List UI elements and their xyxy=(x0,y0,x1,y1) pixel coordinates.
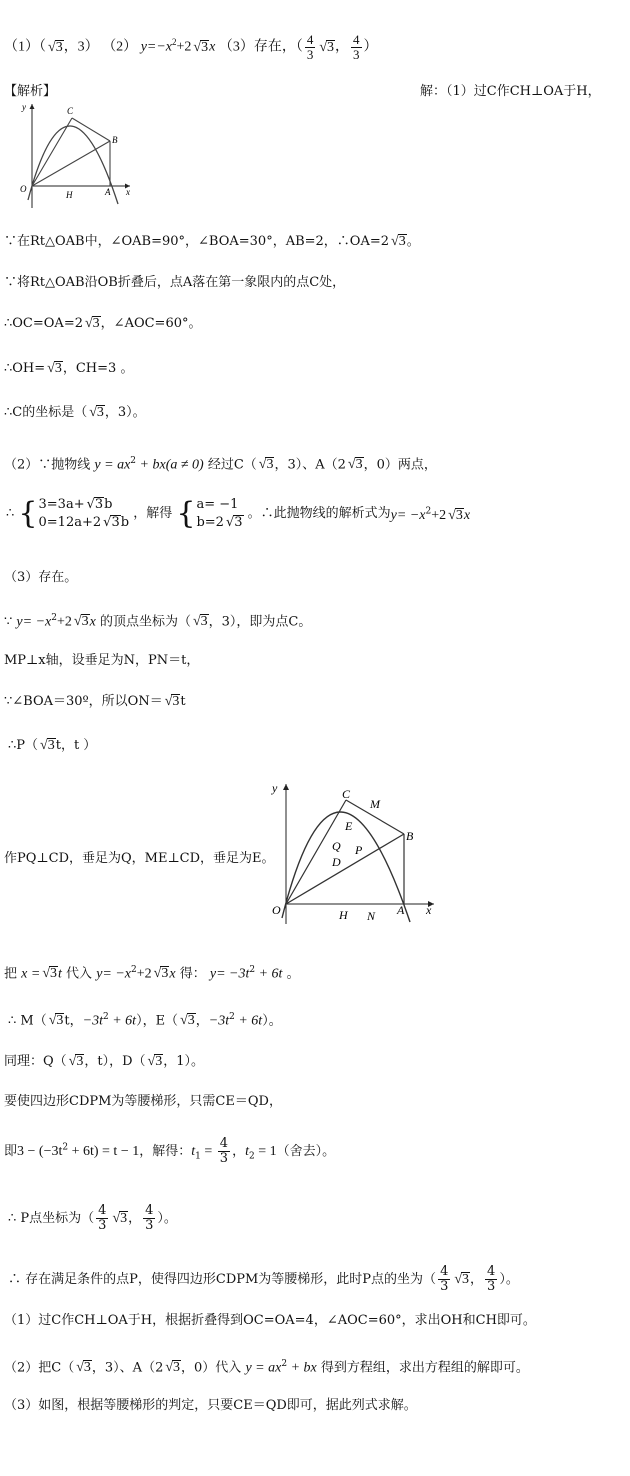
text: 得到方程组，求出方程组的解即可。 xyxy=(320,1360,529,1376)
fig2-label-n: N xyxy=(367,909,376,923)
comment-2: （2）把C（ √3，3）、A（2 √3，0）代入 $y = ax^2$ + bx 得到方程组，求出方程组的解即可。 xyxy=(4,1359,529,1376)
answer-part2: （2） xyxy=(102,39,138,55)
text: ，0）代入 xyxy=(181,1360,242,1376)
fig2-label-e: E xyxy=(345,819,353,833)
equation-part: +2 xyxy=(431,508,447,524)
text: ，解得 xyxy=(133,506,173,521)
radicand: 3 xyxy=(155,1054,163,1069)
expression-part: + 6t xyxy=(108,1013,137,1029)
radicand: 3 xyxy=(81,614,89,630)
text: ， xyxy=(470,1272,484,1287)
line-13: 作PQ⊥CD，垂足为Q，ME⊥CD，垂足为E。 xyxy=(4,851,275,866)
line-2: ∵将Rt△OAB沿OB折叠后，点A落在第一象限内的点C处， xyxy=(4,275,346,290)
equation-part: + bx(a ≠ 0) xyxy=(136,457,204,473)
fig2-label-c: C xyxy=(342,787,351,801)
line-3: ∴OC=OA=2 √3，∠AOC=60°。 xyxy=(4,316,202,331)
line-16: 同理：Q（ √3，t），D（ √3，1）。 xyxy=(4,1054,204,1069)
fraction: $\frac{4}{3}$ xyxy=(219,1136,229,1166)
result-part: + 6t xyxy=(255,966,283,982)
answer-part3: （3）存在，（ xyxy=(218,39,303,55)
fig2-label-m: M xyxy=(370,797,380,811)
radicand: 3 xyxy=(398,234,406,249)
variable: x xyxy=(209,39,216,55)
fig2-label-b: B xyxy=(406,829,414,843)
fig1-label-o: O xyxy=(20,184,27,194)
line-19: ∴ P点坐标为（ $\frac{4}{3}$ √3， $\frac{4}{3}$ ）。 xyxy=(8,1203,177,1233)
text: 的顶点坐标为（ xyxy=(99,614,191,630)
radicand: 3 xyxy=(54,361,62,376)
text: ，解得： xyxy=(139,1144,192,1159)
fig1-label-h: H xyxy=(66,190,73,200)
radicand: 3 xyxy=(355,457,363,473)
text: ）。 xyxy=(262,1013,282,1029)
variable: x xyxy=(89,614,96,630)
fraction: $\frac{4}{3}$ xyxy=(306,31,314,62)
text: ）。 xyxy=(157,1211,177,1226)
radicand: 3 xyxy=(200,614,208,630)
expression-part: + 6t xyxy=(234,1013,263,1029)
equation-1: 3=3a+ xyxy=(38,497,85,512)
text: b xyxy=(104,497,113,512)
equation-part: + 6t) = t − 1 xyxy=(68,1144,140,1159)
variable: t xyxy=(58,966,62,982)
expression: −3t xyxy=(82,1013,103,1029)
radicand: 3 xyxy=(76,1054,84,1069)
radicand: 3 xyxy=(56,1013,64,1029)
radicand: 3 xyxy=(172,694,180,709)
fig1-label-x: x xyxy=(126,187,130,197)
text: ∵ xyxy=(4,614,13,630)
equation: y= −x xyxy=(96,966,132,982)
text: 把 xyxy=(4,966,18,982)
text: b xyxy=(120,515,130,530)
line-15: ∴ M（ √3t，$-3t^2 + 6t$），E（ √3，$-3t^2 + 6t$）。 xyxy=(8,1012,282,1029)
radicand: 3 xyxy=(111,515,120,530)
solution-1: a= −1 xyxy=(196,497,239,512)
line-1: ∵在Rt△OAB中，∠OAB=90°，∠BOA=30°，AB=2，∴OA=2 √3。 xyxy=(4,234,420,249)
text: ，3）。 xyxy=(104,405,146,420)
radicand: 3 xyxy=(120,1211,128,1226)
fig1-label-b: B xyxy=(112,135,118,145)
text: 。 xyxy=(406,234,420,249)
radicand: 3 xyxy=(173,1360,181,1376)
text: ∴ M（ xyxy=(8,1013,47,1029)
text: ∴ 存在满足条件的点P，使得四边形CDPM为等腰梯形，此时P点的坐为（ xyxy=(8,1272,437,1287)
text: （2）∵抛物线 xyxy=(4,457,91,473)
radicand: 3 xyxy=(94,497,104,512)
text: ，CH=3 。 xyxy=(62,361,134,376)
separator: ， xyxy=(335,39,350,55)
radicand: 3 xyxy=(55,39,63,55)
figure-1-diagram xyxy=(4,100,136,212)
line-8: （3）存在。 xyxy=(4,570,78,585)
equation-system: 3=3a+ √3b 0=12a+2 √3b xyxy=(38,497,130,530)
text: 。∴此抛物线的解析式为 xyxy=(247,506,391,521)
text: ∴OH= xyxy=(4,361,46,376)
fig2-label-a: A xyxy=(397,903,405,917)
fraction: $\frac{4}{3}$ xyxy=(145,1203,154,1233)
text: 同理：Q（ xyxy=(4,1054,67,1069)
text: ，∠AOC=60°。 xyxy=(100,316,202,331)
therefore-symbol: ∴ xyxy=(6,506,15,521)
equation: y= −x xyxy=(390,508,426,524)
text: 得： xyxy=(179,966,206,982)
line-7-system: ∴ { 3=3a+ √3b 0=12a+2 √3b ，解得 { a= −1 b=2 √3 。∴此抛物线的解析式为$y= -x^2+2$ √3x xyxy=(6,496,471,531)
radicand: 3 xyxy=(234,515,243,530)
text: t，t ） xyxy=(55,738,97,753)
text: ∴OC=OA=2 xyxy=(4,316,83,331)
text: ，t），D（ xyxy=(84,1054,146,1069)
radicand: 3 xyxy=(201,39,209,55)
radicand: 3 xyxy=(161,966,169,982)
text: ），E（ xyxy=(136,1013,179,1029)
equation: y= −x xyxy=(16,614,52,630)
answer-part1-end: ，3） xyxy=(63,39,99,55)
fig2-label-q: Q xyxy=(332,839,341,853)
radicand: 3 xyxy=(327,39,335,55)
text: ，3），即为点C。 xyxy=(208,614,312,630)
text: （舍去）。 xyxy=(276,1144,336,1159)
text: ∴ P点坐标为（ xyxy=(8,1211,95,1226)
equation: x = xyxy=(21,966,41,982)
line-9: ∵ $y= -x^2+2$ √3x 的顶点坐标为（ √3，3），即为点C。 xyxy=(4,613,312,630)
left-brace: { xyxy=(176,496,196,531)
line-10: MP⊥x轴，设垂足为N，PN＝t， xyxy=(4,653,200,668)
text: ， xyxy=(232,1144,246,1159)
radicand: 3 xyxy=(83,1360,91,1376)
fig2-label-x: x xyxy=(426,903,432,917)
text: 。 xyxy=(286,966,300,982)
text: 经过C（ xyxy=(207,457,257,473)
radicand: 3 xyxy=(187,1013,195,1029)
left-brace: { xyxy=(18,496,38,531)
line-12: ∴P（ √3t，t ） xyxy=(8,738,97,753)
equation-part: +2 xyxy=(176,39,192,55)
answer-part1: （1）（ xyxy=(4,39,46,55)
solution-2: b=2 xyxy=(196,515,224,530)
text: ，0）两点， xyxy=(363,457,437,473)
comment-3: （3）如图，根据等腰梯形的判定，只要CE＝QD即可，据此列式求解。 xyxy=(4,1398,417,1413)
fig1-label-a: A xyxy=(105,187,111,197)
line-11: ∵∠BOA＝30º，所以ON＝ √3t xyxy=(4,694,186,709)
fig2-label-d: D xyxy=(332,855,341,869)
figure-2-diagram xyxy=(266,778,446,928)
text: ，3）、A（2 xyxy=(91,1360,164,1376)
text: t xyxy=(180,694,186,709)
solution-system: a= −1 b=2 √3 xyxy=(196,497,243,530)
answer-part3-end: ） xyxy=(363,39,378,55)
answer-line: （1）（ √3，3） （2） $y=-x^2+2$ √3x （3）存在，（ $\frac{4}{3}$ √3， $\frac{4}{3}$ ） xyxy=(4,31,378,62)
fig1-label-y: y xyxy=(22,102,26,112)
value: = 1 xyxy=(254,1144,277,1159)
variable: x xyxy=(463,508,471,524)
result: y= −3t xyxy=(209,966,250,982)
fraction: $\frac{4}{3}$ xyxy=(487,1264,496,1294)
text: ∴C的坐标是（ xyxy=(4,405,88,420)
line-20: ∴ 存在满足条件的点P，使得四边形CDPM为等腰梯形，此时P点的坐为（ $\frac{4}{3}$ √3， $\frac{4}{3}$ ）。 xyxy=(8,1264,519,1294)
line-14: 把 x = √3t 代入 $y= -x^2+2$ √3x 得： $y= -3t^2 + 6t$ 。 xyxy=(4,965,300,982)
analysis-heading: 【解析】 xyxy=(4,84,57,99)
text: 代入 xyxy=(66,966,93,982)
text: ∵在Rt△OAB中，∠OAB=90°，∠BOA=30°，AB=2，∴OA=2 xyxy=(4,234,390,249)
fraction: $\frac{4}{3}$ xyxy=(353,31,360,62)
equation: 3 − (−3t xyxy=(17,1144,63,1159)
equation: y = ax xyxy=(245,1360,282,1376)
radicand: 3 xyxy=(455,508,463,524)
radicand: 3 xyxy=(462,1272,470,1287)
radicand: 3 xyxy=(50,966,58,982)
equation: y = ax xyxy=(94,457,131,473)
text: ， xyxy=(128,1211,142,1226)
line-6: （2）∵抛物线 $y = ax^2 + bx(a \ne 0)$ 经过C（ √3，3）、A（2 √3，0）两点， xyxy=(4,456,437,473)
text: ， xyxy=(195,1013,209,1029)
text: ，1）。 xyxy=(163,1054,204,1069)
text: 即 xyxy=(4,1144,18,1159)
equation-part: +2 xyxy=(56,614,72,630)
variable: t xyxy=(245,1144,249,1159)
solution-intro: 解：（1）过C作CH⊥OA于H， xyxy=(420,84,601,99)
equation-part: +2 xyxy=(136,966,152,982)
fig2-label-h: H xyxy=(339,908,348,922)
radicand: 3 xyxy=(266,457,274,473)
text: ，3）、A（2 xyxy=(274,457,346,473)
fig2-label-p: P xyxy=(355,843,363,857)
fig2-label-y: y xyxy=(272,781,278,795)
text: t， xyxy=(64,1013,83,1029)
text: ∵∠BOA＝30º，所以ON＝ xyxy=(4,694,163,709)
text: （2）把C（ xyxy=(4,1360,75,1376)
radicand: 3 xyxy=(96,405,104,420)
variable: t xyxy=(191,1144,196,1159)
expression: −3t xyxy=(208,1013,230,1029)
fraction: $\frac{4}{3}$ xyxy=(98,1203,107,1233)
fig2-label-o: O xyxy=(272,903,281,917)
radicand: 3 xyxy=(92,316,100,331)
line-5: ∴C的坐标是（ √3，3）。 xyxy=(4,405,146,420)
line-18: 即$3 - (-3t^2 + 6t) = t - 1$，解得：$t_1$ = $\frac{4}{3}$ ，$t_2 = 1$（舍去）。 xyxy=(4,1136,336,1166)
line-17: 要使四边形CDPM为等腰梯形，只需CE＝QD， xyxy=(4,1094,282,1109)
radicand: 3 xyxy=(47,738,55,753)
text: ）。 xyxy=(499,1272,519,1287)
equation: y=−x xyxy=(140,39,173,55)
variable: x xyxy=(169,966,176,982)
equation-2: 0=12a+2 xyxy=(38,515,102,530)
equation-part: + bx xyxy=(287,1360,317,1376)
comment-1: （1）过C作CH⊥OA于H，根据折叠得到OC=OA=4，∠AOC=60°，求出OH和CH即可。 xyxy=(4,1313,536,1328)
text: ∴P（ xyxy=(8,738,39,753)
fig1-label-c: C xyxy=(67,106,74,116)
line-4: ∴OH= √3，CH=3 。 xyxy=(4,361,134,376)
fraction: $\frac{4}{3}$ xyxy=(440,1264,449,1294)
